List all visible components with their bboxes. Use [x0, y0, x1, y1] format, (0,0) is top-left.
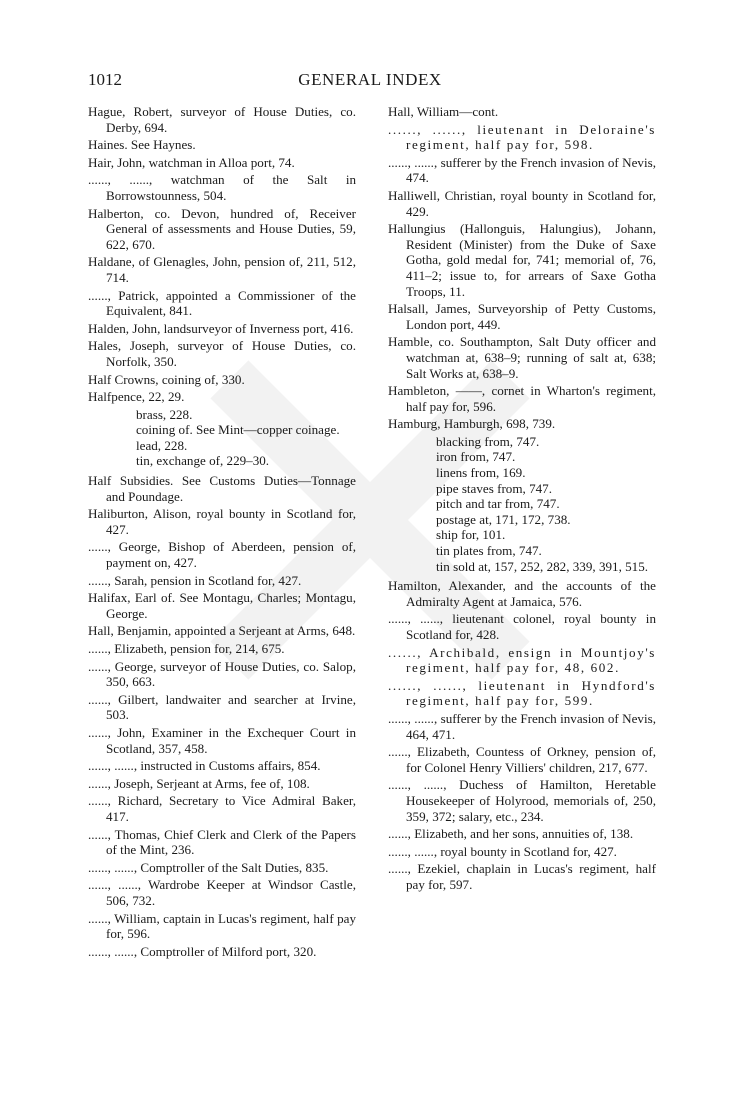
index-entry: Halifax, Earl of. See Montagu, Charles; Montagu, George. — [88, 590, 356, 621]
index-entry: Halberton, co. Devon, hundred of, Receiver General of assessments and House Duties, 59, 622, 670. — [88, 205, 356, 252]
right-column — [388, 104, 656, 895]
index-entry: Hamilton, Alexander, and the accounts of the Admiralty Agent at Jamaica, 576. — [388, 578, 656, 609]
index-entry: ......, Gilbert, landwaiter and searcher at Irvine, 503. — [88, 691, 356, 723]
index-entry: ......, Joseph, Serjeant at Arms, fee of, 108. — [88, 775, 310, 791]
index-entry: Hall, William—cont. — [388, 104, 499, 119]
index-entry: Haldane, of Glenagles, John, pension of, 211, 512, 714. — [88, 254, 356, 285]
index-entry: ......, ......, Wardrobe Keeper at Windsor Castle, 506, 732. — [88, 877, 356, 908]
index-entry: Half Crowns, coining of, 330. — [88, 371, 245, 387]
index-entry: ......, Richard, Secretary to Vice Admiral Baker, 417. — [88, 793, 356, 824]
index-entry: ......, ......, Duchess of Hamilton, Heretable Housekeeper of Holyrood, memorials of, 250, 359, 372; salary, etc., 234. — [388, 777, 656, 824]
index-entry: Halsall, James, Surveyorship of Petty Customs, London port, 449. — [388, 301, 656, 332]
index-entry: ......, William, captain in Lucas's regiment, half pay for, 596. — [88, 910, 356, 942]
index-subentry: tin, exchange of, 229–30. — [136, 453, 270, 469]
index-entry: Hall, Benjamin, appointed a Serjeant at Arms, 648. — [88, 623, 356, 639]
index-entry: ......, ......, watchman of the Salt in Borrowstounness, 504. — [88, 172, 356, 203]
index-entry: ......, ......, lieutenant in Hyndford's regiment, half pay for, 599. — [388, 677, 656, 709]
index-entry: ......, ......, instructed in Customs affairs, 854. — [88, 758, 321, 774]
index-subentry: linens from, 169. — [436, 465, 526, 481]
index-entry: ......, ......, Comptroller of Milford port, 320. — [88, 943, 317, 959]
index-entry: ......, Archibald, ensign in Mountjoy's regiment, half pay for, 48, 602. — [388, 644, 656, 676]
index-entry: ......, ......, royal bounty in Scotland for, 427. — [388, 843, 617, 859]
index-entry: Halliwell, Christian, royal bounty in Scotland for, 429. — [388, 187, 656, 219]
index-entry: ......, ......, lieutenant in Deloraine's regiment, half pay for, 598. — [388, 121, 656, 153]
index-entry: Hales, Joseph, surveyor of House Duties, co. Norfolk, 350. — [88, 338, 356, 369]
index-entry: Hair, John, watchman in Alloa port, 74. — [88, 154, 295, 170]
index-entry: ......, Elizabeth, Countess of Orkney, pension of, for Colonel Henry Villiers' children, 217, 677. — [388, 744, 656, 775]
index-subentry: pitch and tar from, 747. — [436, 496, 560, 512]
index-entry: Haines. See Haynes. — [88, 137, 196, 153]
index-entry: ......, Thomas, Chief Clerk and Clerk of the Papers of the Mint, 236. — [88, 826, 356, 858]
index-entry: ......, ......, lieutenant colonel, royal bounty in Scotland for, 428. — [388, 611, 656, 642]
index-entry: ......, Patrick, appointed a Commissioner of the Equivalent, 841. — [88, 287, 356, 319]
index-entry: ......, Sarah, pension in Scotland for, 427. — [88, 572, 302, 588]
index-subentry: lead, 228. — [136, 437, 188, 453]
index-entry: Hallungius (Hallonguis, Halungius), Johann, Resident (Minister) from the Duke of Saxe Gotha, gold medal for, 741; memorial of, 76, 411–2; issue to, for arrears of Saxe Gotha Troops, 11. — [388, 221, 656, 299]
index-entry: ......, George, surveyor of House Duties, co. Salop, 350, 663. — [88, 658, 356, 690]
index-entry: ......, John, Examiner in the Exchequer Court in Scotland, 357, 458. — [88, 724, 356, 756]
left-column — [88, 104, 356, 961]
index-subentry: tin sold at, 157, 252, 282, 339, 391, 515. — [436, 558, 649, 574]
index-entry: Hamble, co. Southampton, Salt Duty officer and watchman at, 638–9; running of salt at, 638; Salt Works at, 638–9. — [388, 334, 656, 381]
index-entry: ......, George, Bishop of Aberdeen, pension of, payment on, 427. — [88, 539, 356, 571]
page-number: 1012 — [88, 70, 122, 89]
index-entry: Half Subsidies. See Customs Duties—Tonnage and Poundage. — [88, 473, 356, 504]
index-entry: ......, ......, sufferer by the French invasion of Nevis, 464, 471. — [388, 710, 656, 742]
index-subentry: pipe staves from, 747. — [436, 480, 553, 496]
index-entry: ......, Elizabeth, and her sons, annuities of, 138. — [388, 826, 634, 842]
index-entry: Halfpence, 22, 29. — [88, 389, 185, 405]
index-subentry: brass, 228. — [136, 406, 193, 422]
index-entry: ......, ......, Comptroller of the Salt Duties, 835. — [88, 859, 329, 875]
index-entry: Hambleton, ——, cornet in Wharton's regiment, half pay for, 596. — [388, 383, 656, 414]
index-entry: ......, ......, sufferer by the French invasion of Nevis, 474. — [388, 154, 656, 186]
index-entry: ......, Ezekiel, chaplain in Lucas's regiment, half pay for, 597. — [388, 861, 656, 892]
index-subentry: iron from, 747. — [436, 449, 516, 465]
running-head: GENERAL INDEX — [298, 70, 442, 89]
index-subentry: blacking from, 747. — [436, 433, 540, 449]
index-subentry: ship for, 101. — [436, 527, 506, 543]
index-entry: ......, Elizabeth, pension for, 214, 675. — [88, 641, 285, 656]
index-subentry: coining of. See Mint—copper coinage. — [136, 422, 340, 438]
index-subentry: tin plates from, 747. — [436, 543, 542, 559]
index-entry: Haliburton, Alison, royal bounty in Scotland for, 427. — [88, 506, 356, 537]
index-entry: Hague, Robert, surveyor of House Duties, co. Derby, 694. — [88, 104, 356, 135]
index-subentry: postage at, 171, 172, 738. — [436, 511, 571, 527]
index-entry: Hamburg, Hamburgh, 698, 739. — [388, 416, 556, 432]
index-entry: Halden, John, landsurveyor of Inverness port, 416. — [88, 320, 354, 336]
